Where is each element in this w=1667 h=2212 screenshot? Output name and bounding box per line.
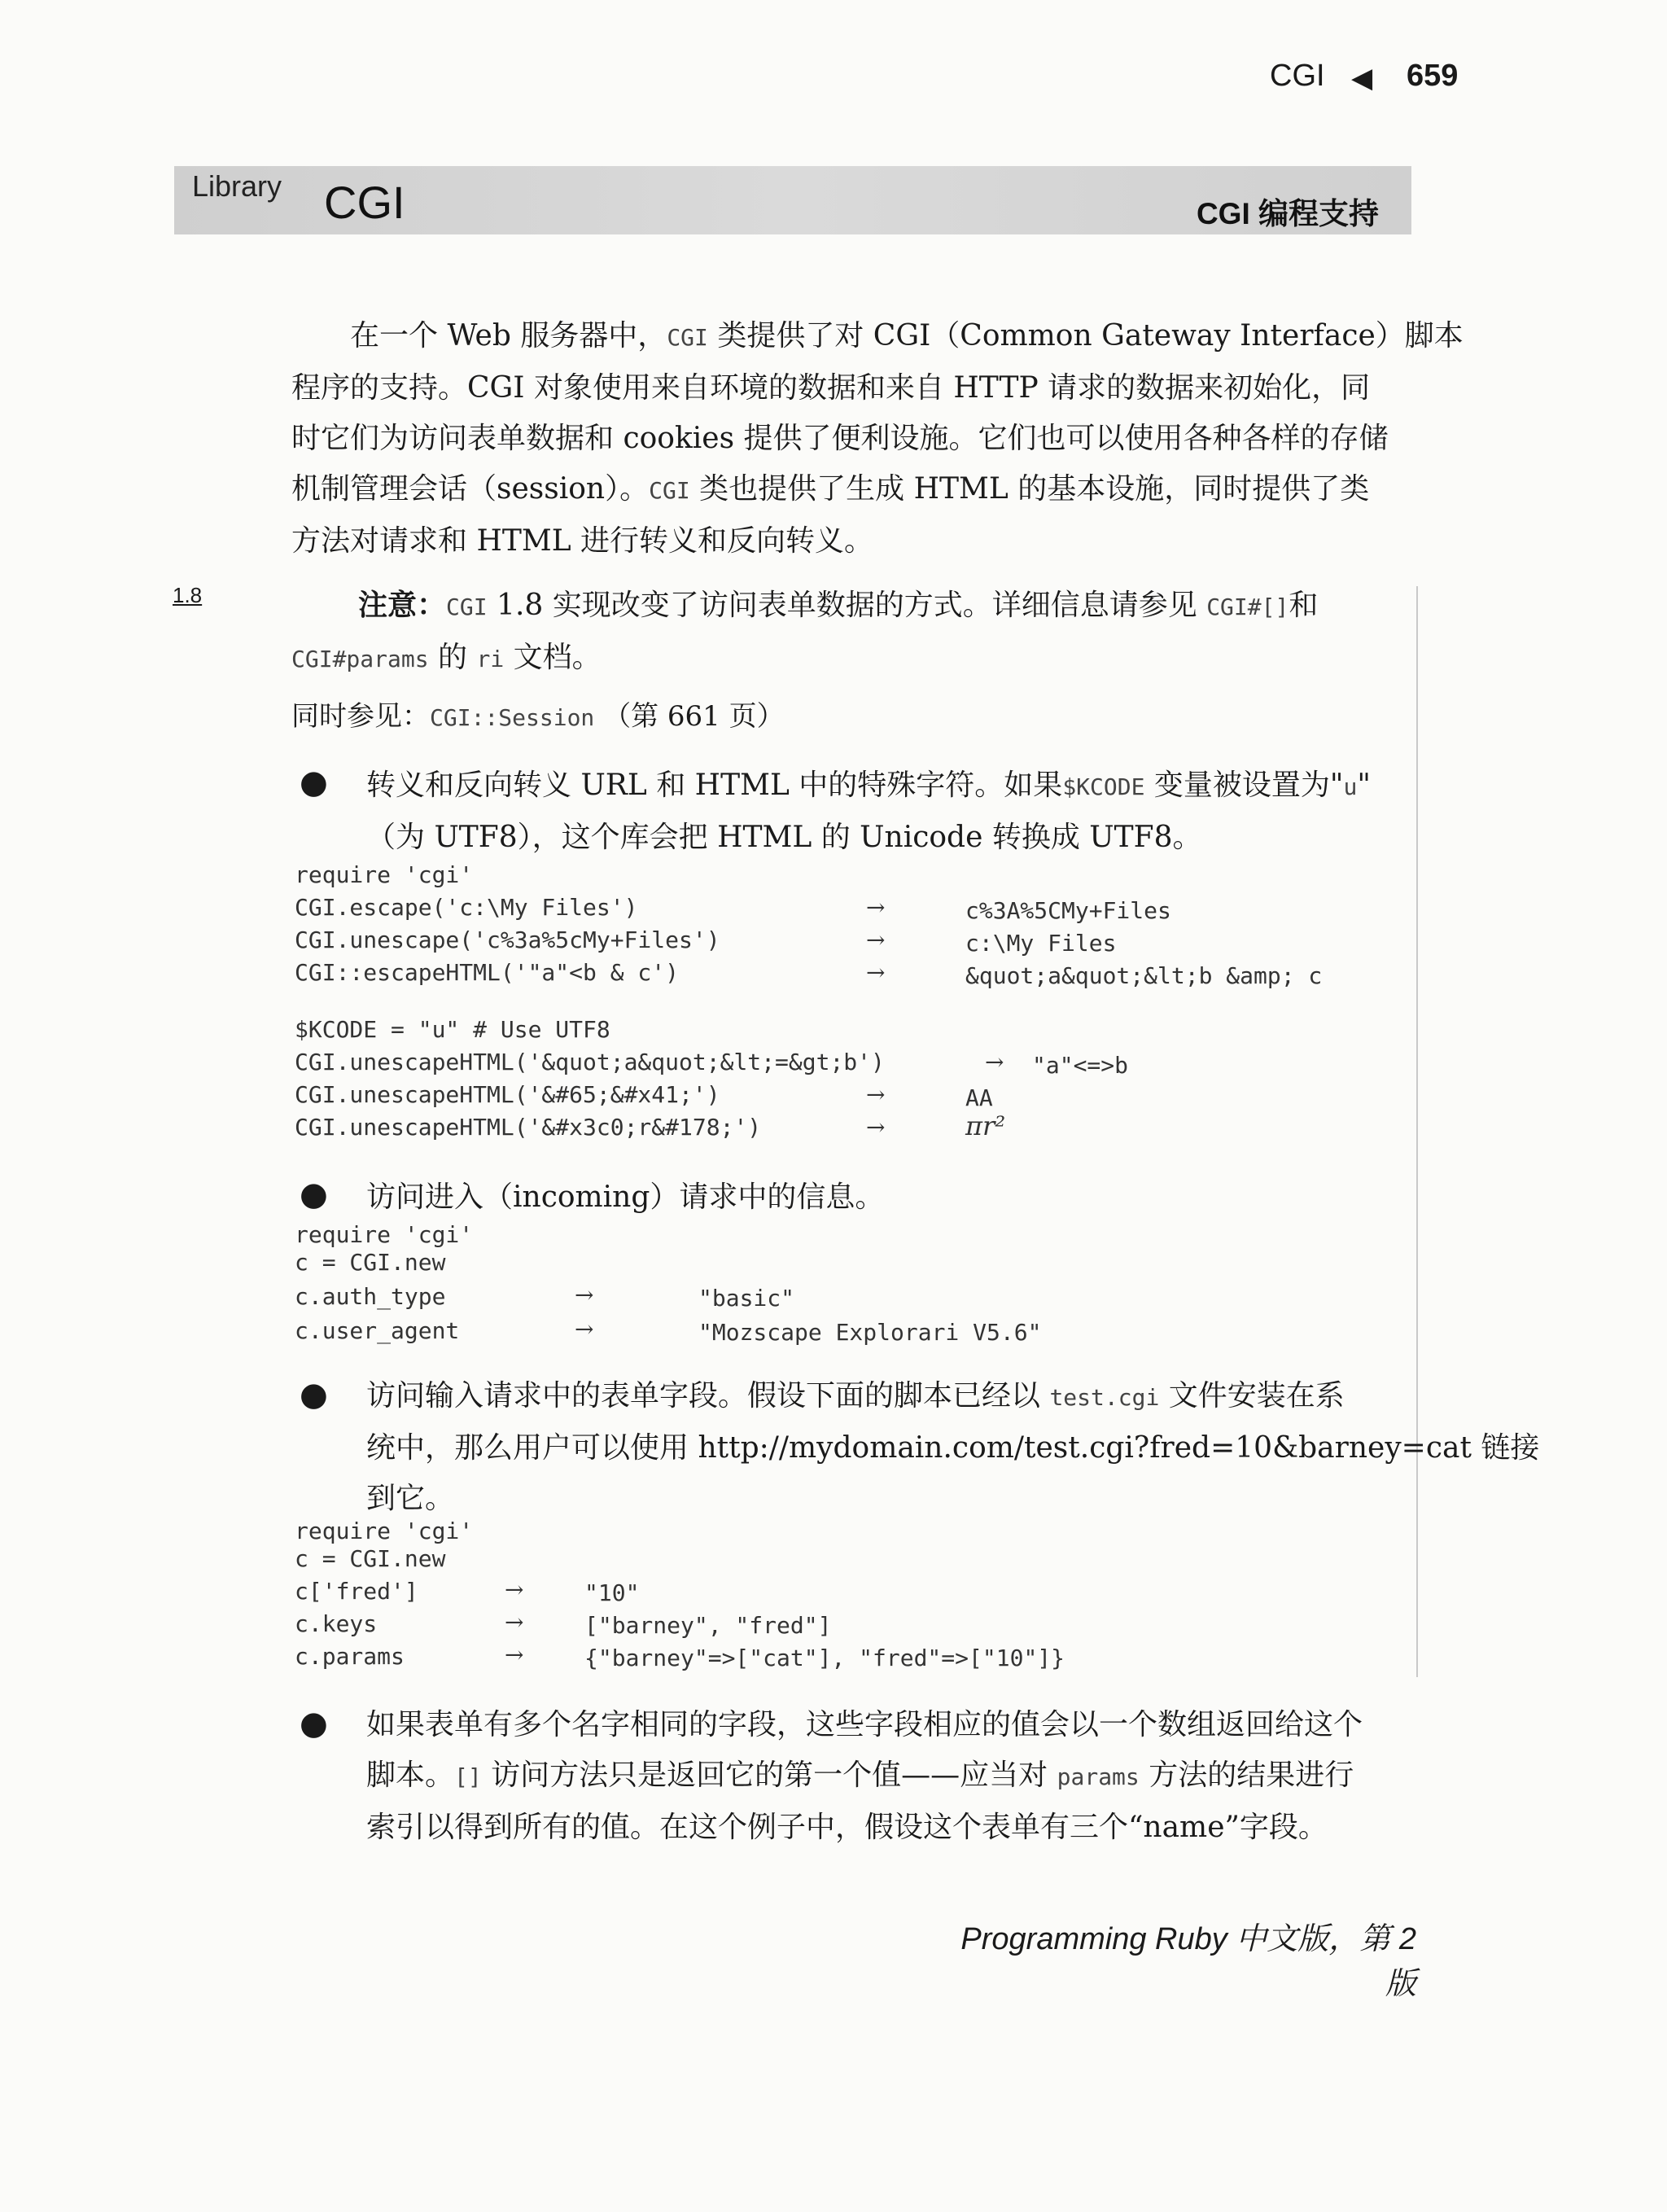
bullet-text	[366, 1371, 1540, 1524]
text-run: 访问方法只是返回它的第一个值——应当对	[481, 1759, 1057, 1792]
library-name: CGI	[324, 177, 405, 228]
code-line: require 'cgi'	[295, 861, 474, 888]
code-expr: c.params	[295, 1643, 405, 1670]
text-run: 方法对请求和 HTML 进行转义和反向转义。	[291, 524, 874, 558]
note-line	[291, 633, 1416, 685]
inline-code: CGI#[]	[1206, 594, 1289, 620]
code-expr: c.auth_type	[295, 1283, 446, 1310]
text-run: 时它们为访问表单数据和 cookies 提供了便利设施。它们也可以使用各种各样的存储	[291, 422, 1389, 455]
text-run: 访问进入（incoming）请求中的信息。	[366, 1180, 885, 1214]
text-run: 在一个 Web 服务器中，	[350, 319, 667, 353]
page-number: 659	[1407, 59, 1459, 93]
code-result: "Mozscape Explorari V5.6"	[698, 1319, 1042, 1346]
result-arrow-icon: →	[866, 959, 886, 986]
code-result: c%3A%5CMy+Files	[965, 897, 1171, 924]
inline-code: test.cgi	[1049, 1384, 1160, 1411]
inline-code: CGI::Session	[430, 704, 595, 731]
inline-code: $KCODE	[1062, 773, 1145, 800]
bullet-line	[366, 760, 1424, 813]
bullet-text	[366, 1172, 1424, 1223]
inline-code: u	[1343, 773, 1358, 800]
text-run: 类提供了对 CGI（Common Gateway Interface）脚本	[707, 319, 1464, 353]
code-result: "a"<=>b	[1032, 1052, 1129, 1079]
bullet-icon: ●	[300, 764, 328, 801]
code-expr: CGI.unescapeHTML('&quot;a&quot;&lt;=&gt;b')	[295, 1049, 885, 1075]
library-band	[174, 166, 1411, 234]
code-result: {"barney"=>["cat"], "fred"=>["10"]}	[584, 1645, 1065, 1671]
bullet-icon: ●	[300, 1176, 328, 1213]
code-expr: c.user_agent	[295, 1317, 460, 1344]
see-also	[291, 694, 785, 734]
text-run: 方法的结果进行	[1139, 1759, 1354, 1792]
book-footer: Programming Ruby 中文版，第 2 版	[960, 1922, 1416, 2001]
text-run: 访问输入请求中的表单字段。假设下面的脚本已经以	[366, 1379, 1050, 1413]
running-header	[1270, 59, 1465, 99]
text-run: 类也提供了生成 HTML 的基本设施，同时提供了类	[689, 472, 1370, 506]
text-run: 到它。	[366, 1482, 455, 1515]
bullet-icon: ●	[300, 1376, 328, 1413]
intro-paragraph	[291, 311, 1464, 567]
code-result: πr²	[965, 1110, 1006, 1141]
bullet-line	[366, 1700, 1424, 1750]
section-name: CGI	[1270, 59, 1325, 93]
intro-line	[291, 464, 1415, 516]
code-expr: CGI.unescapeHTML('&#x3c0;r&#178;')	[295, 1114, 762, 1141]
bullet-line	[366, 1474, 1424, 1524]
inline-code: CGI#params	[291, 646, 429, 672]
code-expr: c.keys	[295, 1610, 378, 1637]
inline-code: CGI	[649, 477, 690, 504]
inline-code: params	[1057, 1763, 1140, 1790]
result-arrow-icon: →	[505, 1609, 524, 1636]
inline-code: ri	[476, 646, 505, 672]
code-expr: CGI.unescapeHTML('&#65;&#x41;')	[295, 1081, 720, 1108]
result-arrow-icon: →	[505, 1576, 524, 1603]
pointer-left-icon: ◀	[1351, 63, 1373, 94]
code-line: require 'cgi'	[295, 1221, 474, 1248]
text-run: 程序的支持。CGI 对象使用来自环境的数据和来自 HTTP 请求的数据来初始化，同	[291, 371, 1371, 405]
code-result: c:\My Files	[965, 930, 1117, 957]
intro-line	[291, 414, 1415, 464]
inline-code: CGI	[446, 594, 488, 620]
version-margin-note: 1.8	[173, 583, 203, 607]
result-arrow-icon: →	[866, 1081, 886, 1108]
code-expr: CGI.escape('c:\My Files')	[295, 894, 638, 921]
code-line: c = CGI.new	[295, 1249, 446, 1276]
text-run: 的	[428, 641, 477, 674]
inline-code: []	[454, 1763, 482, 1790]
result-arrow-icon: →	[575, 1316, 594, 1343]
code-line: require 'cgi'	[295, 1518, 474, 1544]
text-run: "	[1357, 769, 1371, 802]
inline-code: CGI	[667, 324, 708, 351]
text-run: 同时参见：	[291, 700, 430, 733]
code-expr: CGI::escapeHTML('"a"<b & c')	[295, 959, 680, 986]
bullet-line	[366, 1371, 1424, 1423]
version-note	[291, 580, 1416, 685]
bullet-text	[366, 1700, 1424, 1853]
code-result: AA	[965, 1084, 993, 1111]
bullet-icon: ●	[300, 1705, 328, 1742]
result-arrow-icon: →	[866, 926, 886, 953]
text-run: 和	[1289, 589, 1319, 622]
library-label: Library	[192, 169, 282, 203]
code-result: &quot;a&quot;&lt;b &amp; c	[965, 962, 1323, 989]
text-run: 索引以得到所有的值。在这个例子中，假设这个表单有三个“name”字段。	[366, 1811, 1328, 1844]
library-description: CGI 编程支持	[1196, 197, 1379, 230]
bullet-line	[366, 813, 1424, 863]
intro-line	[291, 311, 1464, 363]
bullet-line	[366, 1802, 1424, 1853]
note-label: 注意：	[358, 588, 447, 622]
code-line: c = CGI.new	[295, 1545, 446, 1572]
bullet-line	[366, 1423, 1540, 1474]
code-expr: c['fred']	[295, 1578, 418, 1605]
intro-line	[291, 516, 1415, 567]
note-text	[446, 589, 1318, 622]
text-run: 如果表单有多个名字相同的字段，这些字段相应的值会以一个数组返回给这个	[366, 1708, 1363, 1741]
bullet-text	[366, 760, 1424, 863]
bullet-line	[366, 1750, 1424, 1802]
text-run: 转义和反向转义 URL 和 HTML 中的特殊字符。如果	[366, 769, 1063, 802]
code-result: "basic"	[698, 1285, 795, 1312]
bullet-line	[366, 1172, 1424, 1223]
text-run: 变量被设置为"	[1144, 769, 1344, 802]
text-run: （为 UTF8），这个库会把 HTML 的 Unicode 转换成 UTF8。	[366, 821, 1202, 854]
result-arrow-icon: →	[866, 894, 886, 921]
code-result: "10"	[584, 1579, 640, 1606]
text-run: 统中，那么用户可以使用 http://mydomain.com/test.cgi?fred=10&barney=cat 链接	[366, 1431, 1540, 1465]
result-arrow-icon: →	[866, 1114, 886, 1141]
note-line	[358, 580, 1416, 633]
result-arrow-icon: →	[575, 1281, 594, 1308]
code-result: ["barney", "fred"]	[584, 1612, 832, 1639]
text-run: 文档。	[504, 641, 602, 674]
text-run: （第 661 页）	[594, 700, 785, 733]
intro-line	[291, 363, 1415, 414]
text-run: 脚本。	[366, 1759, 455, 1792]
result-arrow-icon: →	[985, 1049, 1004, 1075]
result-arrow-icon: →	[505, 1641, 524, 1668]
text-run: 文件安装在系	[1159, 1379, 1345, 1413]
code-line: $KCODE = "u" # Use UTF8	[295, 1016, 610, 1043]
text-run: 1.8 实现改变了访问表单数据的方式。详细信息请参见	[487, 589, 1207, 622]
code-expr: CGI.unescape('c%3a%5cMy+Files')	[295, 926, 720, 953]
text-run: 机制管理会话（session）。	[291, 472, 650, 506]
